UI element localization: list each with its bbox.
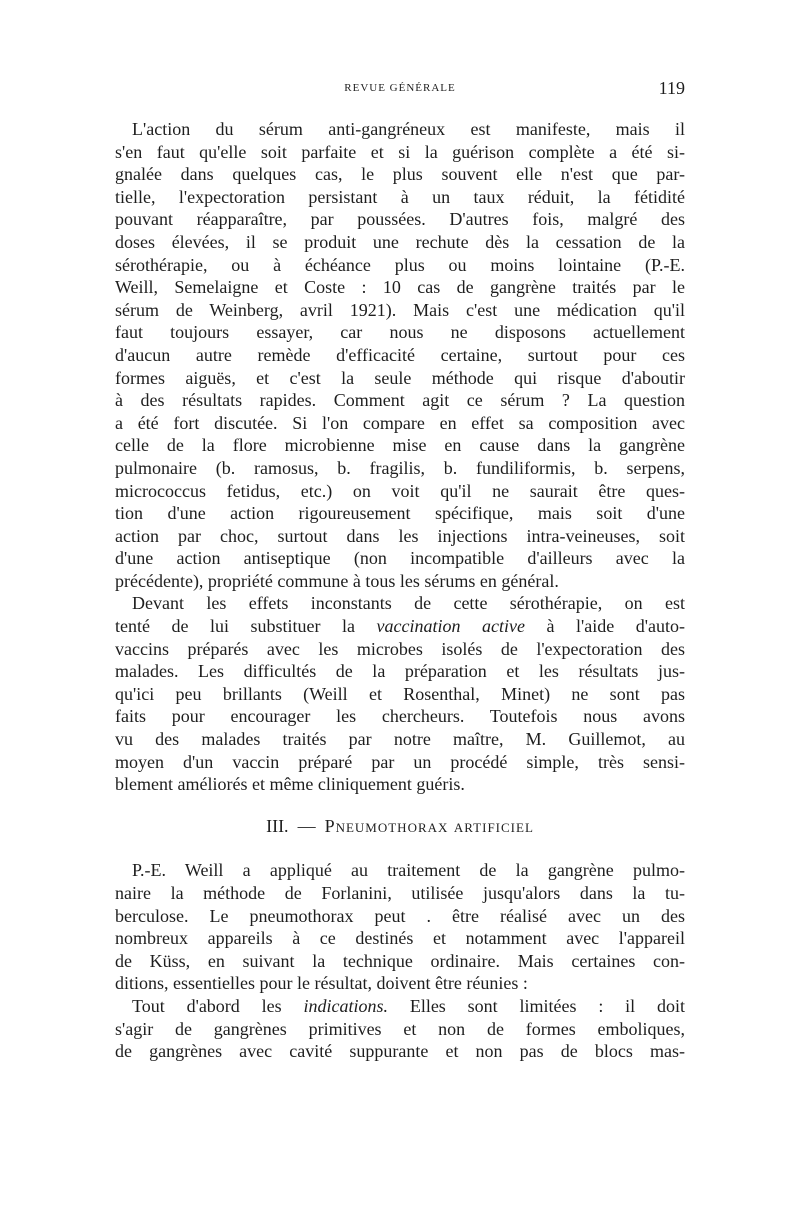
- text-line: s'agir de gangrènes primitives et non de formes emboliques,: [115, 1018, 685, 1039]
- text-line: L'action du sérum anti-gangréneux est manifeste, mais il: [132, 119, 685, 139]
- text-line: naire la méthode de Forlanini, utilisée jusqu'alors dans la tu-: [115, 883, 685, 903]
- page-number: 119: [658, 78, 685, 98]
- text-line: berculose. Le pneumothorax peut . être réalisé avec un des: [115, 905, 685, 926]
- text-line: action par choc, surtout dans les injections intra-veineuses, soit: [115, 525, 685, 546]
- text-line: de Küss, en suivant la technique ordinaire. Mais certaines con-: [115, 950, 685, 971]
- text-line: qu'ici peu brillants (Weill et Rosenthal, Minet) ne sont pas: [115, 683, 685, 704]
- paragraph-indications: [115, 995, 685, 1063]
- paragraph-pneumothorax: [115, 859, 685, 995]
- running-head: [115, 78, 685, 100]
- section-dash: —: [297, 815, 316, 836]
- body-text: [115, 118, 685, 1063]
- text-line: pouvant réapparaître, par poussées. D'autres fois, malgré des: [115, 209, 685, 230]
- text-line: P.-E. Weill a appliqué au traitement de la gangrène pulmo-: [132, 860, 685, 881]
- text-line: tion d'une action rigoureusement spécifique, mais soit d'une: [115, 503, 685, 524]
- text-line: nombreux appareils à ce destinés et notamment avec l'appareil: [115, 928, 685, 949]
- text-line: Devant les effets inconstants de cette sérothérapie, on est: [132, 593, 685, 614]
- emphasis-vaccination-active: vaccination active: [376, 616, 525, 637]
- text-line: pulmonaire (b. ramosus, b. fragilis, b. fundiliformis, b. serpens,: [115, 457, 685, 478]
- text-line: sérum de Weinberg, avril 1921). Mais c'est une médication qu'il: [115, 299, 685, 320]
- text-line: d'une action antiseptique (non incompatible d'ailleurs avec la: [115, 548, 685, 569]
- text-line: Tout d'abord les indications. Elles sont limitées : il doit: [132, 995, 685, 1016]
- text-line: micrococcus fetidus, etc.) on voit qu'il ne saurait être ques-: [115, 480, 685, 501]
- text-line: formes aiguës, et c'est la seule méthode qui risque d'aboutir: [115, 367, 685, 388]
- section-number: III.: [266, 815, 289, 836]
- text-line: s'en faut qu'elle soit parfaite et si la guérison complète a été si-: [115, 141, 685, 162]
- text-line: ditions, essentielles pour le résultat, doivent être réunies :: [115, 973, 528, 994]
- text-line: vu des malades traités par notre maître, M. Guillemot, au: [115, 729, 685, 750]
- text-line: doses élevées, il se produit une rechute dès la cessation de la: [115, 231, 685, 252]
- text-line: précédente), propriété commune à tous les sérums en général.: [115, 570, 559, 591]
- text-line: gnalée dans quelques cas, le plus souvent elle n'est que par-: [115, 164, 685, 185]
- text-line: d'aucun autre remède d'efficacité certaine, surtout pour ces: [115, 344, 685, 365]
- text-line: malades. Les difficultés de la préparation et les résultats jus-: [115, 661, 685, 682]
- text-line: tielle, l'expectoration persistant à un taux réduit, la fétidité: [115, 186, 685, 207]
- text-line: sérothérapie, ou à échéance plus ou moins lointaine (P.-E.: [115, 254, 685, 275]
- text-line: tenté de lui substituer la vaccination active à l'aide d'auto-: [115, 616, 685, 637]
- section-title: Pneumothorax artificiel: [324, 815, 534, 836]
- paragraph-serum-action: [115, 118, 685, 592]
- text-line: de gangrènes avec cavité suppurante et non pas de blocs mas-: [115, 1041, 685, 1062]
- text-line: faut toujours essayer, car nous ne disposons actuellement: [115, 322, 685, 343]
- emphasis-indications: indications.: [303, 995, 388, 1016]
- section-heading: [115, 815, 685, 838]
- text-line: faits pour encourager les chercheurs. Toutefois nous avons: [115, 706, 685, 727]
- text-line: a été fort discutée. Si l'on compare en effet sa composition avec: [115, 412, 685, 433]
- text-line: celle de la flore microbienne mise en cause dans la gangrène: [115, 435, 685, 456]
- paragraph-vaccination: [115, 592, 685, 795]
- text-line: moyen d'un vaccin préparé par un procédé simple, très sensi-: [115, 751, 685, 772]
- text-line: vaccins préparés avec les microbes isolés de l'expectoration des: [115, 638, 685, 659]
- text-line: blement améliorés et même cliniquement guéris.: [115, 774, 465, 795]
- text-line: Weill, Semelaigne et Coste : 10 cas de gangrène traités par le: [115, 277, 685, 298]
- text-line: à des résultats rapides. Comment agit ce sérum ? La question: [115, 390, 685, 411]
- running-title: REVUE GÉNÉRALE: [344, 82, 456, 94]
